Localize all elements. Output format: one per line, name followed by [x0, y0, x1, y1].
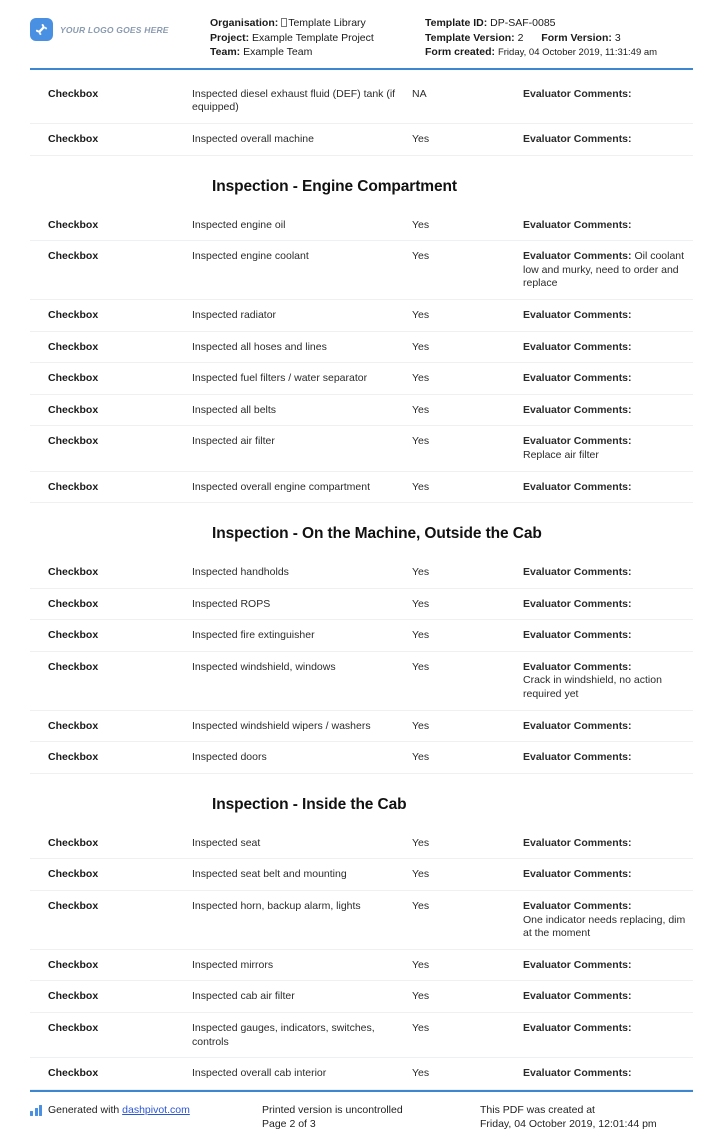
row-description: Inspected mirrors — [192, 958, 274, 971]
row-value: Yes — [412, 340, 430, 353]
logo-block — [30, 16, 210, 41]
template-version-value: 2 — [517, 31, 524, 44]
evaluator-comments-text: Crack in windshield, no action required yet — [523, 674, 662, 701]
row-checkbox-label[interactable]: Checkbox — [48, 751, 99, 764]
row-description: Inspected overall engine compartment — [192, 480, 371, 493]
evaluator-comments-label: Evaluator Comments: — [523, 719, 632, 732]
form-created-value: Friday, 04 October 2019, 11:31:49 am — [497, 47, 658, 59]
row-evaluator-comments — [523, 481, 693, 495]
row-checkbox-label[interactable]: Checkbox — [48, 719, 99, 732]
project-value: Example Template Project — [252, 31, 374, 44]
header-meta-left — [210, 16, 425, 60]
evaluator-comments-label: Evaluator Comments: — [523, 87, 632, 100]
footer-generated-text — [48, 1103, 190, 1117]
evaluator-comments-label: Evaluator Comments: — [523, 900, 632, 913]
row-checkbox-label[interactable]: Checkbox — [48, 132, 99, 145]
row-value: Yes — [412, 372, 430, 385]
row-description: Inspected ROPS — [192, 597, 271, 610]
row-evaluator-comments — [523, 661, 693, 702]
row-value: NA — [412, 87, 427, 100]
row-evaluator-comments — [523, 88, 693, 102]
row-value: Yes — [412, 629, 430, 642]
row-evaluator-comments — [523, 1022, 693, 1036]
row-description: Inspected engine coolant — [192, 250, 309, 263]
row-value: Yes — [412, 900, 430, 913]
table-row — [30, 1013, 693, 1058]
row-evaluator-comments — [523, 629, 693, 643]
row-checkbox-label[interactable]: Checkbox — [48, 250, 99, 263]
evaluator-comments-text: One indicator needs replacing, dim at the moment — [523, 913, 686, 940]
row-evaluator-comments — [523, 598, 693, 612]
form-version-label: Form Version: — [541, 31, 612, 44]
section-heading: Inspection - Inside the Cab — [212, 795, 407, 813]
row-description: Inspected handholds — [192, 566, 289, 579]
table-row — [30, 742, 693, 774]
missing-glyph-icon — [281, 18, 287, 27]
evaluator-comments-label: Evaluator Comments: — [523, 566, 632, 579]
team-label: Team: — [210, 46, 241, 59]
evaluator-comments-label: Evaluator Comments: — [523, 868, 632, 881]
row-value: Yes — [412, 1022, 430, 1034]
row-description: Inspected doors — [192, 751, 267, 764]
header-field-project — [210, 31, 425, 46]
row-value: Yes — [412, 566, 430, 579]
row-evaluator-comments — [523, 990, 693, 1004]
row-checkbox-label[interactable]: Checkbox — [48, 435, 99, 448]
logo-text: YOUR LOGO GOES HERE — [60, 24, 169, 35]
row-description: Inspected overall machine — [192, 132, 314, 145]
row-description: Inspected gauges, indicators, switches, controls — [192, 1022, 375, 1048]
row-checkbox-label[interactable]: Checkbox — [48, 660, 99, 673]
row-checkbox-label[interactable]: Checkbox — [48, 1067, 99, 1080]
row-checkbox-label[interactable]: Checkbox — [48, 340, 99, 353]
evaluator-comments-label: Evaluator Comments: — [523, 480, 632, 493]
table-row — [30, 124, 693, 156]
evaluator-comments-label: Evaluator Comments: — [523, 629, 632, 642]
row-checkbox-label[interactable]: Checkbox — [48, 566, 99, 579]
table-row — [30, 472, 693, 504]
row-value: Yes — [412, 403, 430, 416]
footer-print-notice — [262, 1103, 480, 1131]
row-evaluator-comments — [523, 219, 693, 233]
row-evaluator-comments — [523, 751, 693, 765]
form-version-value: 3 — [614, 31, 621, 44]
row-value: Yes — [412, 250, 430, 263]
table-row — [30, 363, 693, 395]
organisation-value: Template Library — [288, 17, 366, 29]
row-evaluator-comments — [523, 837, 693, 851]
evaluator-comments-label: Evaluator Comments: — [523, 836, 632, 849]
row-evaluator-comments — [523, 566, 693, 580]
row-description: Inspected air filter — [192, 435, 275, 448]
row-checkbox-label[interactable]: Checkbox — [48, 403, 99, 416]
evaluator-comments-label: Evaluator Comments: — [523, 132, 632, 145]
evaluator-comments-label: Evaluator Comments: — [523, 435, 632, 448]
row-value: Yes — [412, 597, 430, 610]
table-row — [30, 589, 693, 621]
inspection-table — [30, 70, 693, 1090]
evaluator-comments-label: Evaluator Comments: — [523, 660, 632, 673]
team-value: Example Team — [243, 46, 313, 59]
evaluator-comments-label: Evaluator Comments: — [523, 308, 632, 321]
pdf-created-label: This PDF was created at — [480, 1103, 595, 1116]
row-checkbox-label[interactable]: Checkbox — [48, 218, 99, 231]
evaluator-comments-text: Replace air filter — [523, 448, 599, 461]
row-evaluator-comments — [523, 959, 693, 973]
row-description: Inspected windshield, windows — [192, 660, 336, 673]
table-row — [30, 395, 693, 427]
row-evaluator-comments — [523, 309, 693, 323]
row-checkbox-label[interactable]: Checkbox — [48, 308, 99, 321]
row-checkbox-label[interactable]: Checkbox — [48, 629, 99, 642]
footer-generated-by — [30, 1103, 262, 1117]
dashpivot-logo-icon — [30, 18, 53, 41]
header-field-form-created — [425, 45, 693, 61]
project-label: Project: — [210, 31, 250, 44]
template-id-value: DP-SAF-0085 — [490, 17, 556, 29]
row-checkbox-label[interactable]: Checkbox — [48, 480, 99, 493]
table-row — [30, 711, 693, 743]
template-version-label: Template Version: — [425, 31, 515, 44]
table-row — [30, 859, 693, 891]
document-footer — [30, 1090, 693, 1145]
row-evaluator-comments — [523, 435, 693, 462]
template-id-label: Template ID: — [425, 17, 488, 29]
row-value: Yes — [412, 435, 430, 448]
table-row — [30, 981, 693, 1013]
evaluator-comments-label: Evaluator Comments: — [523, 250, 632, 263]
table-row — [30, 332, 693, 364]
table-row — [30, 828, 693, 860]
table-row — [30, 79, 693, 124]
row-evaluator-comments — [523, 404, 693, 418]
table-row — [30, 652, 693, 711]
row-value: Yes — [412, 308, 430, 321]
row-checkbox-label[interactable]: Checkbox — [48, 836, 99, 849]
row-description: Inspected fuel filters / water separator — [192, 372, 368, 385]
evaluator-comments-label: Evaluator Comments: — [523, 1067, 632, 1080]
printed-version-text: Printed version is uncontrolled — [262, 1103, 403, 1116]
evaluator-comments-text: Oil coolant low and murky, need to order and replace — [523, 250, 685, 290]
evaluator-comments-label: Evaluator Comments: — [523, 218, 632, 231]
row-checkbox-label[interactable]: Checkbox — [48, 990, 99, 1003]
row-value: Yes — [412, 480, 430, 493]
table-row — [30, 620, 693, 652]
table-row — [30, 950, 693, 982]
row-checkbox-label[interactable]: Checkbox — [48, 900, 99, 913]
row-description: Inspected horn, backup alarm, lights — [192, 900, 361, 913]
row-value: Yes — [412, 132, 430, 145]
header-field-organisation — [210, 16, 425, 31]
row-description: Inspected all hoses and lines — [192, 340, 327, 353]
row-description: Inspected cab air filter — [192, 990, 295, 1003]
table-row — [30, 1058, 693, 1090]
row-description: Inspected overall cab interior — [192, 1067, 327, 1080]
evaluator-comments-label: Evaluator Comments: — [523, 1022, 632, 1034]
document-header — [30, 0, 693, 68]
evaluator-comments-label: Evaluator Comments: — [523, 958, 632, 971]
row-description: Inspected all belts — [192, 403, 277, 416]
evaluator-comments-label: Evaluator Comments: — [523, 403, 632, 416]
row-value: Yes — [412, 1067, 430, 1080]
header-meta-right — [425, 16, 693, 61]
header-field-template-id — [425, 16, 693, 31]
table-row — [30, 891, 693, 950]
row-description: Inspected windshield wipers / washers — [192, 719, 371, 732]
row-checkbox-label[interactable]: Checkbox — [48, 1022, 99, 1034]
row-description: Inspected seat — [192, 836, 261, 849]
row-evaluator-comments — [523, 341, 693, 355]
table-row — [30, 557, 693, 589]
row-description: Inspected fire extinguisher — [192, 629, 315, 642]
header-field-team — [210, 45, 425, 60]
row-description: Inspected diesel exhaust fluid (DEF) tank (if equipped) — [192, 87, 396, 114]
row-evaluator-comments — [523, 720, 693, 734]
evaluator-comments-label: Evaluator Comments: — [523, 990, 632, 1003]
header-field-versions — [425, 31, 693, 46]
row-checkbox-label[interactable]: Checkbox — [48, 958, 99, 971]
row-value: Yes — [412, 958, 430, 971]
section-heading: Inspection - On the Machine, Outside the Cab — [212, 525, 542, 543]
row-value: Yes — [412, 218, 430, 231]
footer-divider — [30, 1090, 693, 1092]
row-description: Inspected engine oil — [192, 218, 286, 231]
row-value: Yes — [412, 990, 430, 1003]
row-evaluator-comments — [523, 250, 693, 291]
row-evaluator-comments — [523, 133, 693, 147]
table-row — [30, 241, 693, 300]
row-evaluator-comments — [523, 868, 693, 882]
row-checkbox-label[interactable]: Checkbox — [48, 87, 99, 100]
evaluator-comments-label: Evaluator Comments: — [523, 340, 632, 353]
row-evaluator-comments — [523, 900, 693, 941]
form-created-label: Form created: — [425, 46, 496, 59]
dashpivot-link[interactable]: dashpivot.com — [122, 1103, 190, 1116]
row-value: Yes — [412, 719, 430, 732]
page-number-text: Page 2 of 3 — [262, 1117, 316, 1130]
table-row — [30, 426, 693, 471]
row-evaluator-comments — [523, 1067, 693, 1081]
table-row — [30, 210, 693, 242]
row-description: Inspected seat belt and mounting — [192, 868, 347, 881]
footer-created-at — [480, 1103, 693, 1131]
table-row — [30, 300, 693, 332]
row-value: Yes — [412, 836, 430, 849]
row-checkbox-label[interactable]: Checkbox — [48, 597, 99, 610]
row-value: Yes — [412, 751, 430, 764]
evaluator-comments-label: Evaluator Comments: — [523, 372, 632, 385]
row-value: Yes — [412, 660, 430, 673]
generated-prefix: Generated with — [48, 1103, 120, 1116]
row-description: Inspected radiator — [192, 308, 277, 321]
evaluator-comments-label: Evaluator Comments: — [523, 597, 632, 610]
row-checkbox-label[interactable]: Checkbox — [48, 372, 99, 385]
bar-chart-icon — [30, 1103, 42, 1116]
row-evaluator-comments — [523, 372, 693, 386]
organisation-label: Organisation: — [210, 17, 279, 29]
pdf-created-timestamp: Friday, 04 October 2019, 12:01:44 pm — [480, 1117, 657, 1130]
evaluator-comments-label: Evaluator Comments: — [523, 751, 632, 764]
section-heading: Inspection - Engine Compartment — [212, 177, 457, 195]
row-checkbox-label[interactable]: Checkbox — [48, 868, 99, 881]
row-value: Yes — [412, 868, 430, 881]
